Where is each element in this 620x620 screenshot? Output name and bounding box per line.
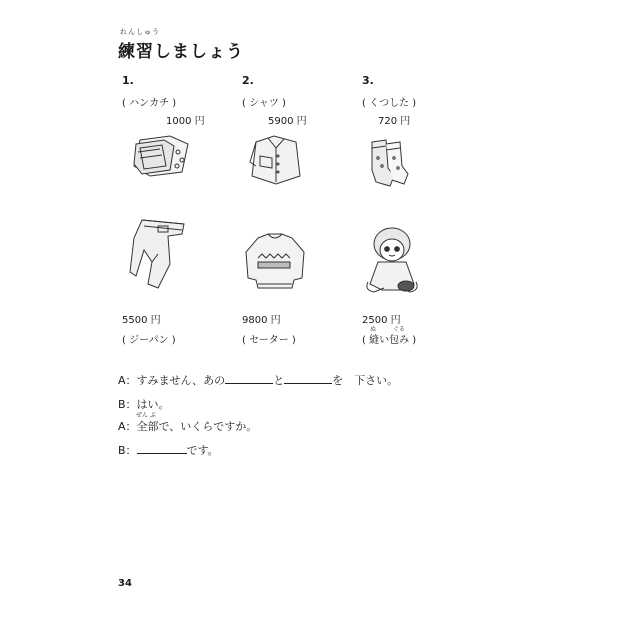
item-5-price: 9800 円 — [242, 315, 281, 326]
shirt-icon — [246, 132, 304, 186]
blank-2 — [284, 373, 332, 384]
item-2-label: ( シャツ ) — [242, 98, 286, 109]
line1-suffix: を 下さい。 — [332, 374, 399, 387]
blank-1 — [225, 373, 273, 384]
page-number: 34 — [118, 578, 132, 589]
socks-icon — [366, 136, 412, 190]
item-6-label: ( 縫い包み ) — [362, 335, 417, 346]
item-6-price: 2500 円 — [362, 315, 401, 326]
blank-3 — [137, 443, 187, 454]
item-3-label: ( くつした ) — [362, 98, 417, 109]
jeans-icon — [128, 214, 192, 296]
item-2-price: 5900 円 — [268, 116, 307, 127]
line3-rest: で、いくらですか。 — [158, 420, 258, 433]
item-4-price: 5500 円 — [122, 315, 161, 326]
line1-prefix: A：すみません、あの — [118, 374, 226, 387]
line3-prefix: A： — [118, 420, 137, 433]
dialogue-line-3 — [118, 418, 257, 434]
sweater-icon — [242, 230, 308, 294]
line1-mid: と — [273, 374, 285, 387]
line4-suffix: です。 — [186, 444, 219, 457]
item-4-label: ( ジーパン ) — [122, 335, 176, 346]
item-1-price: 1000 円 — [166, 116, 205, 127]
dialogue-line-1 — [118, 372, 398, 388]
stuffed-doll-icon — [362, 224, 422, 298]
nui-ruby: ぬ — [370, 326, 377, 333]
dialogue-line-4 — [118, 442, 219, 458]
item-1-label: ( ハンカチ ) — [122, 98, 177, 109]
page-title: 練習しましょう — [118, 42, 244, 62]
dialogue-line-2: B：はい。 — [118, 398, 170, 411]
gurumi-ruby: ぐる — [393, 326, 406, 333]
item-2-number: 2. — [242, 74, 254, 87]
line3-word: 全部 — [136, 420, 159, 433]
handkerchief-icon — [130, 132, 192, 180]
zenbu-ruby: ぜん ぶ — [136, 412, 156, 419]
item-3-price: 720 円 — [378, 116, 411, 127]
line4-prefix: B： — [118, 444, 137, 457]
item-3-number: 3. — [362, 74, 374, 87]
item-5-label: ( セーター ) — [242, 335, 296, 346]
item-1-number: 1. — [122, 74, 134, 87]
title-ruby: れんしゅう — [120, 28, 160, 36]
